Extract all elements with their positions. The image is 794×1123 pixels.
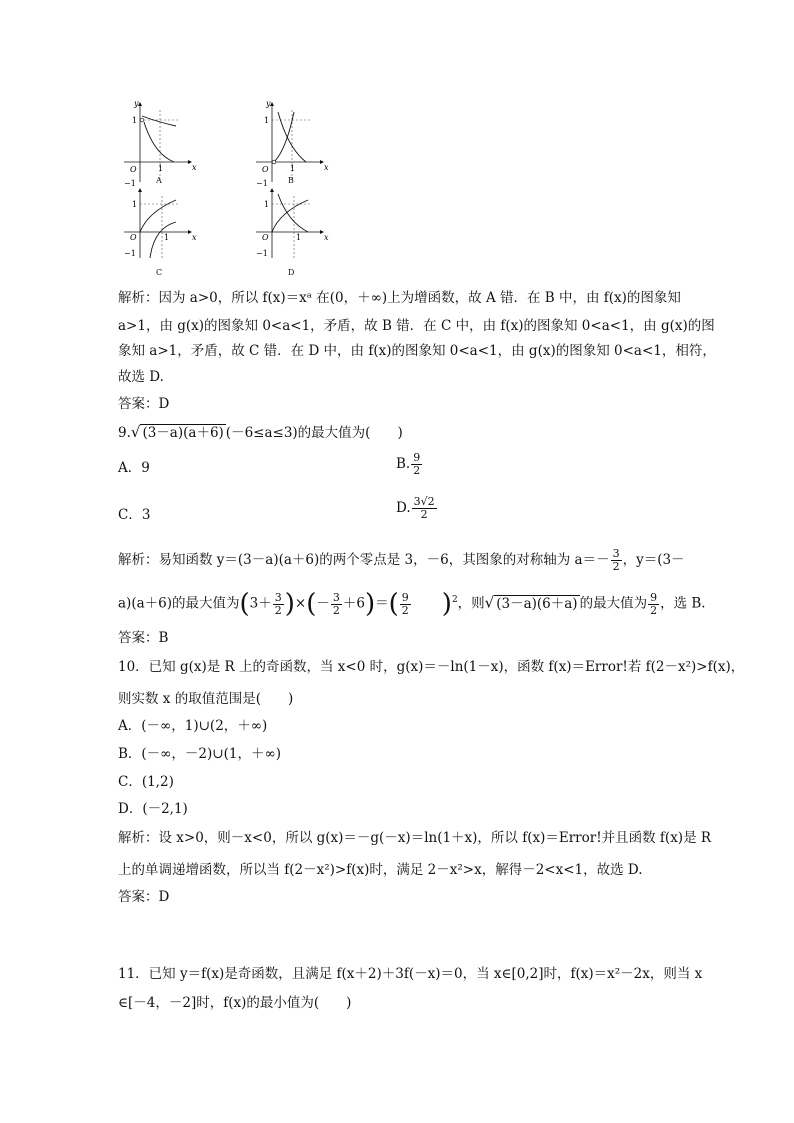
text-run: a)(a＋6)的最大值为 — [118, 595, 240, 612]
left-paren: ( — [239, 589, 250, 619]
left-paren: ( — [388, 589, 399, 619]
right-paren: ) — [441, 589, 452, 619]
q9-option-c: C．3 — [118, 507, 151, 523]
frac-den: 2 — [274, 603, 282, 617]
text-run: ，则 — [457, 595, 485, 612]
q9-stem — [118, 422, 403, 443]
curve-f — [142, 116, 176, 126]
y-tick-1: 1 — [264, 200, 270, 209]
origin-label: O — [130, 233, 137, 242]
curve-g — [278, 194, 308, 232]
q8-analysis-line-1: 解析：因为 a>0，所以 f(x)＝xᵃ 在(0，＋∞)上为增函数，故 A 错．在 B 中，由 f(x)的图象知 — [118, 290, 681, 306]
q9-option-d-frac — [412, 496, 437, 521]
q9-analysis-line-1 — [118, 548, 685, 573]
frac-num: 3 — [274, 590, 282, 604]
q10-analysis-line-2: 上的单调递增函数，所以当 f(2－x²)>f(x)时，满足 2－x²>x，解得－2<x<1，故选 D. — [118, 862, 643, 878]
frac-den: 2 — [650, 603, 658, 617]
y-axis-arrow — [138, 102, 142, 106]
frac — [331, 592, 342, 617]
q9-answer: 答案：B — [118, 630, 169, 646]
frac-den: 2 — [413, 464, 421, 477]
y-tick-1: 1 — [132, 116, 138, 125]
curve-g — [150, 222, 176, 258]
graph-label-c: C — [156, 268, 163, 277]
frac-den: 2 — [612, 560, 620, 573]
right-paren: ) — [364, 589, 376, 619]
origin-label: O — [130, 165, 137, 174]
q9-option-d — [396, 496, 438, 521]
y-tick-neg1: −1 — [124, 179, 136, 188]
graph-b — [250, 98, 330, 190]
frac-3-2 — [611, 548, 622, 573]
text-run: ，选 B. — [660, 595, 706, 612]
graph-d — [250, 188, 330, 280]
text-run: － — [316, 595, 330, 612]
frac-num: 9 — [413, 451, 421, 464]
frac-num: 3 — [332, 590, 340, 604]
x-label: x — [324, 233, 329, 242]
y-axis-arrow — [270, 188, 274, 192]
q8-answer: 答案：D — [118, 396, 170, 412]
curve-f — [140, 200, 176, 232]
y-axis-arrow — [138, 188, 142, 192]
frac-num: 9 — [401, 590, 409, 604]
q10-stem-line-1: 10．已知 g(x)是 R 上的奇函数，当 x<0 时，g(x)＝－ln(1－x)，函数 f(x)＝Error!若 f(2－x²)>f(x)， — [118, 659, 745, 675]
frac-num: 3 — [612, 547, 620, 560]
graph-label-b: B — [288, 176, 294, 185]
frac-num: 9 — [650, 590, 658, 604]
x-label: x — [324, 163, 329, 172]
q9-number: 9. — [118, 425, 131, 441]
y-label: y — [266, 99, 271, 108]
q8-analysis-line-2: a>1，由 g(x)的图象知 0<a<1，矛盾，故 B 错．在 C 中，由 f(x)的图象知 0<a<1，由 g(x)的图 — [118, 318, 715, 334]
text-run: ＋6 — [342, 595, 365, 612]
curve-g — [144, 122, 174, 162]
frac-den: 2 — [401, 603, 409, 617]
graph-c-svg — [118, 188, 198, 280]
frac — [273, 592, 284, 617]
x-label: x — [192, 233, 197, 242]
graph-c — [118, 188, 198, 280]
text-run: ，y＝(3－ — [622, 552, 685, 568]
q9-option-d-label: D. — [396, 500, 411, 516]
curve-f — [274, 112, 294, 162]
frac-den: 2 — [332, 603, 340, 617]
q9-radicand: (3－a)(a＋6) — [142, 425, 224, 441]
x-tick-1: 1 — [296, 233, 302, 242]
y-axis-arrow — [270, 102, 274, 106]
q10-analysis-line-1: 解析：设 x>0，则－x<0，所以 g(x)＝－g(－x)＝ln(1＋x)，所以 f(x)＝Error!并且函数 f(x)是 R — [118, 830, 712, 846]
graph-label-a: A — [156, 176, 162, 185]
text-run: × — [294, 595, 307, 612]
radicand: (3－a)(6＋a) — [496, 595, 578, 612]
origin-label: O — [262, 233, 269, 242]
graph-d-svg — [250, 188, 330, 280]
q10-option-b: B．(－∞，－2)∪(1，＋∞) — [118, 746, 281, 762]
y-tick-1: 1 — [132, 200, 138, 209]
q8-analysis-line-3: 象知 a>1，矛盾，故 C 错．在 D 中，由 f(x)的图象知 0<a<1，由 g(x)的图象知 0<a<1，相符， — [118, 343, 716, 359]
q9-condition: (－6≤a≤3)的最大值为( ) — [225, 425, 403, 441]
q8-analysis-line-4: 故选 D. — [118, 369, 164, 385]
text-run: ＝ — [375, 595, 389, 612]
q9-option-b-label: B. — [396, 456, 411, 472]
graph-label-d: D — [288, 268, 295, 277]
q10-answer: 答案：D — [118, 889, 170, 905]
text-run: 3＋ — [249, 595, 272, 612]
open-point — [272, 160, 276, 164]
x-label: x — [192, 163, 197, 172]
q11-stem-line-2: ∈[－4，－2]时，f(x)的最小值为( ) — [118, 995, 352, 1011]
q9-option-b-frac — [411, 452, 422, 477]
y-tick-1: 1 — [264, 116, 270, 125]
q10-option-c: C．(1,2) — [118, 774, 174, 790]
x-tick-1: 1 — [158, 164, 164, 173]
q9-analysis-line-2 — [118, 589, 706, 619]
sqrt-sign: √ — [130, 423, 141, 441]
x-tick-1: 1 — [290, 164, 296, 173]
frac-den: 2 — [420, 508, 428, 521]
q11-stem-line-1: 11．已知 y＝f(x)是奇函数，且满足 f(x＋2)＋3f(－x)＝0，当 x∈[0,2]时，f(x)＝x²－2x，则当 x — [118, 966, 703, 982]
frac-num: 3√2 — [413, 495, 435, 508]
right-paren: ) — [284, 589, 295, 619]
curve-f — [272, 200, 308, 232]
q10-option-d: D．(－2,1) — [118, 801, 188, 817]
y-label: y — [134, 99, 139, 108]
left-paren: ( — [306, 589, 317, 619]
q10-stem-line-2: 则实数 x 的取值范围是( ) — [118, 691, 294, 707]
x-tick-1: 1 — [164, 233, 170, 242]
graph-a — [118, 98, 198, 190]
text-run: 解析：易知函数 y＝(3－a)(a＋6)的两个零点是 3，－6，其图象的对称轴为 a＝－ — [118, 552, 610, 568]
sqrt-sign: √ — [484, 593, 495, 612]
y-tick-neg1: −1 — [256, 249, 268, 258]
superscript: 2 — [451, 595, 458, 605]
text-run: 的最大值为 — [579, 595, 648, 612]
q9-option-a: A．9 — [118, 460, 150, 476]
frac — [648, 592, 659, 617]
q9-option-b — [396, 452, 423, 477]
frac — [400, 592, 411, 617]
open-point — [140, 118, 144, 122]
y-tick-neg1: −1 — [256, 179, 268, 188]
y-tick-neg1: −1 — [124, 249, 136, 258]
origin-label: O — [262, 165, 269, 174]
q10-option-a: A．(－∞，1)∪(2，＋∞) — [118, 718, 268, 734]
